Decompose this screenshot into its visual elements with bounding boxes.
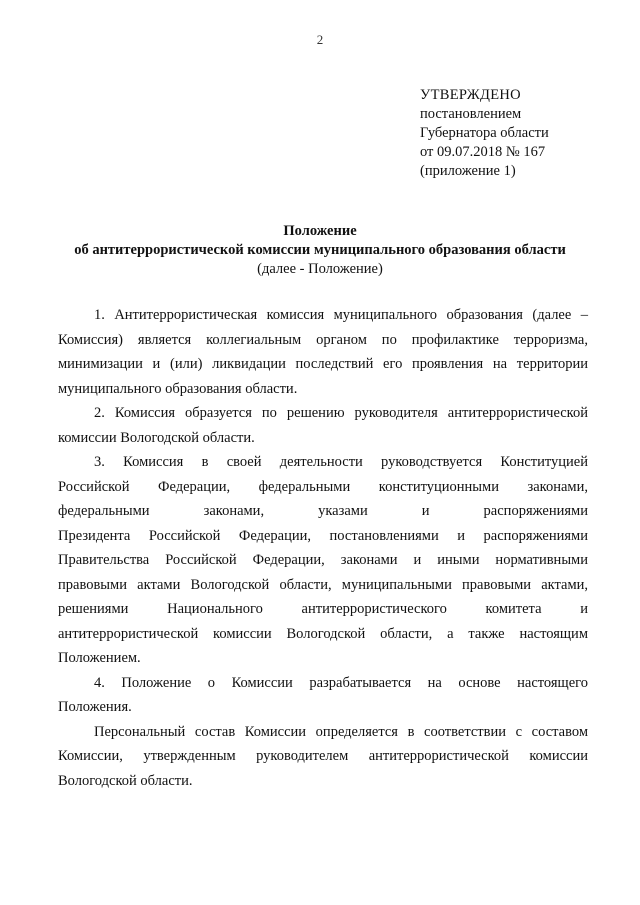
text-line: 3. Комиссия в своей деятельности руководствуется Конституцией (94, 454, 588, 470)
text-line: Вологодской области. (58, 772, 193, 789)
paragraph-1 (58, 303, 588, 401)
paragraph-4 (58, 671, 588, 720)
text-line: Комиссии, утвержденным руководителем антитеррористической комиссии (58, 748, 588, 764)
approval-line: (приложение 1) (420, 163, 516, 179)
document-heading (40, 222, 600, 279)
text-line: Комиссия) является коллегиальным органом по профилактике терроризма, (58, 331, 588, 348)
page-number: 2 (316, 32, 324, 47)
approval-stamp (420, 86, 620, 181)
text-line: минимизации и (или) ликвидации последствий его проявления на территории (58, 356, 588, 372)
text-line: антитеррористической комиссии Вологодской области, а также настоящим (58, 625, 588, 642)
text-line: комиссии Вологодской области. (58, 429, 255, 446)
document-note: (далее - Положение) (257, 261, 383, 277)
approval-line: Губернатора области (420, 125, 549, 141)
text-line: Персональный состав Комиссии определяется в соответствии с составом (94, 723, 588, 740)
document-body (58, 303, 588, 793)
approval-date-number: от 09.07.2018 № 167 (420, 144, 546, 160)
text-line: Правительства Российской Федерации, законами и иными нормативными (58, 552, 588, 568)
text-line: Положения. (58, 699, 132, 715)
document-title: Положение (283, 223, 357, 239)
text-line: федеральными законами, указами и распоряжениями (58, 503, 588, 519)
text-line: Положением. (58, 650, 141, 666)
text-line: 1. Антитеррористическая комиссия муниципального образования (далее – (94, 307, 588, 323)
document-subtitle: об антитеррористической комиссии муниципального образования области (74, 242, 566, 258)
text-line: решениями Национального антитеррористического комитета и (58, 601, 588, 617)
text-line: правовыми актами Вологодской области, муниципальными правовыми актами, (58, 576, 588, 593)
paragraph-5 (58, 720, 588, 794)
paragraph-2 (58, 401, 588, 450)
text-line: 4. Положение о Комиссии разрабатывается на основе настоящего (94, 674, 588, 691)
text-line: 2. Комиссия образуется по решению руководителя антитеррористической (94, 405, 588, 421)
text-line: Президента Российской Федерации, постановлениями и распоряжениями (58, 527, 588, 544)
text-line: Российской Федерации, федеральными конституционными законами, (58, 478, 588, 495)
text-line: муниципального образования области. (58, 380, 298, 397)
approval-title: УТВЕРЖДЕНО (420, 87, 521, 103)
approval-line: постановлением (420, 106, 522, 122)
paragraph-3 (58, 450, 588, 671)
